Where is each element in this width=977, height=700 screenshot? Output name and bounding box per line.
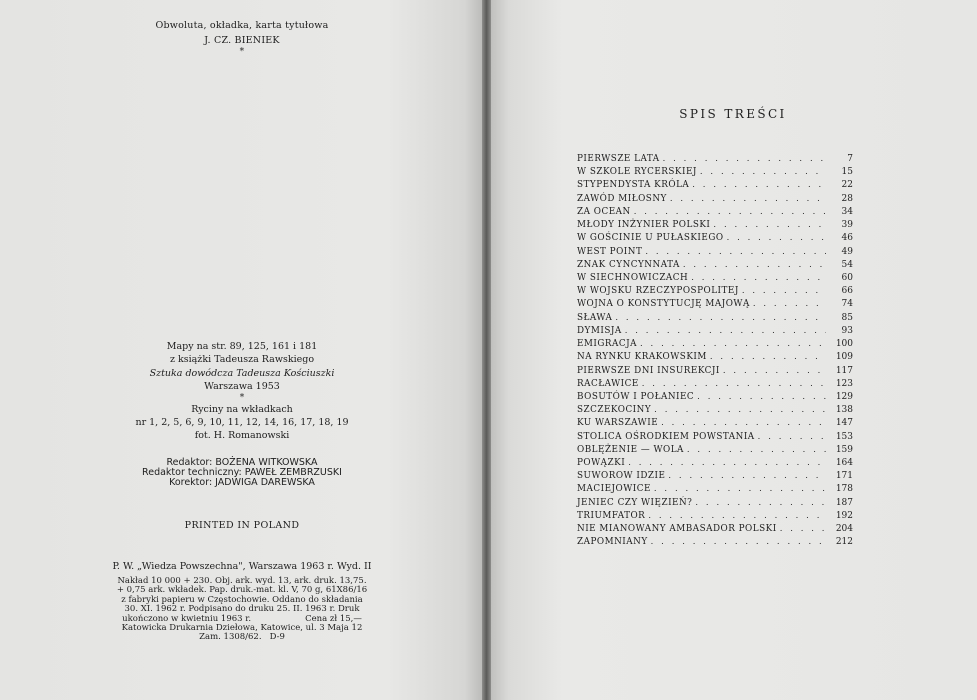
toc-leader-dots <box>628 456 826 469</box>
toc-entry-page: 109 <box>835 352 853 363</box>
imprint-line: + 0,75 ark. wkładek. Pap. druk.-mat. kl. V, 70 g, 61X86/16 <box>116 585 368 596</box>
toc-leader-dots <box>668 469 826 482</box>
toc-leader-dots <box>691 271 826 284</box>
toc-entry <box>577 482 853 495</box>
toc-entry-title: EMIGRACJA <box>577 339 638 350</box>
toc-entry-page: 74 <box>841 299 853 310</box>
toc-leader-dots <box>661 416 826 429</box>
toc-entry <box>577 535 853 548</box>
toc-entry-page: 164 <box>835 458 853 469</box>
credits-artist: J. CZ. BIENIEK <box>204 35 280 46</box>
toc-entry-title: NIE MIANOWANY AMBASADOR POLSKI <box>577 524 777 535</box>
toc-entry <box>577 443 853 456</box>
maps-book-title: Sztuka dowódcza Tadeusza Kościuszki <box>149 367 335 379</box>
toc-entry-page: 117 <box>835 365 853 376</box>
toc-entry-page: 54 <box>841 259 853 270</box>
imprint-line: Katowicka Drukarnia Dziełowa, Katowice, ul. 3 Maja 12 <box>121 623 363 634</box>
toc-entry-title: POWĄZKI <box>577 458 626 469</box>
toc-entry-title: SUWOROW IDZIE <box>577 471 666 482</box>
toc-entry <box>577 178 853 191</box>
editor-line: Redaktor techniczny: PAWEŁ ZEMBRZUSKI <box>142 467 342 478</box>
cover-credits <box>0 18 484 56</box>
toc-entry-page: 60 <box>841 272 853 283</box>
toc-title: SPIS TREŚCI <box>679 107 787 121</box>
toc-entry <box>577 284 853 297</box>
toc-entry <box>577 522 853 535</box>
toc-entry-page: 15 <box>841 167 853 178</box>
toc-leader-dots <box>710 350 826 363</box>
editor-line: Korektor: JADWIGA DAREWSKA <box>169 477 315 488</box>
toc-entry-title: DYMISJA <box>577 325 622 336</box>
imprint-line: ukończono w kwietniu 1963 r. Cena zł 15,— <box>122 613 362 624</box>
credits-line: Obwoluta, okładka, karta tytułowa <box>155 20 329 31</box>
toc-entry <box>577 258 853 271</box>
separator-star: * <box>239 47 245 57</box>
toc-entry-page: 138 <box>835 405 853 416</box>
toc-entry-page: 159 <box>835 444 853 455</box>
toc-entry-title: W GOŚCINIE U PUŁASKIEGO <box>577 233 724 244</box>
toc-entry <box>577 469 853 482</box>
separator-star: * <box>239 392 245 403</box>
toc-entry-title: WEST POINT <box>577 246 643 257</box>
toc-entry-page: 100 <box>835 339 853 350</box>
toc-entry-page: 129 <box>835 391 853 402</box>
toc-leader-dots <box>654 482 826 495</box>
toc-leader-dots <box>753 297 826 310</box>
toc-entry-title: MŁODY INŻYNIER POLSKI <box>577 220 711 231</box>
illustrations-line: fot. H. Romanowski <box>194 430 290 442</box>
toc-leader-dots <box>645 245 826 258</box>
toc-leader-dots <box>713 218 826 231</box>
toc-entry <box>577 324 853 337</box>
book-gutter <box>482 0 491 700</box>
toc-entry-title: W SZKOLE RYCERSKIEJ <box>577 167 697 178</box>
toc-leader-dots <box>642 377 826 390</box>
toc-entry <box>577 245 853 258</box>
toc-entry <box>577 509 853 522</box>
toc-entry-page: 192 <box>835 510 853 521</box>
toc-entry-title: W SIECHNOWICZACH <box>577 272 689 283</box>
toc-entry <box>577 218 853 231</box>
toc-entry-page: 204 <box>835 524 853 535</box>
left-page <box>0 0 484 700</box>
toc-entry-title: PIERWSZE LATA <box>577 154 660 164</box>
toc-entry <box>577 337 853 350</box>
toc-entry <box>577 496 853 509</box>
toc-leader-dots <box>640 337 826 350</box>
toc-entry-page: 28 <box>841 193 853 204</box>
toc-entry-page: 212 <box>835 537 853 548</box>
toc-entry-title: PIERWSZE DNI INSUREKCJI <box>577 365 720 376</box>
toc-leader-dots <box>654 403 826 416</box>
toc-leader-dots <box>683 258 826 271</box>
toc-entry-title: ZA OCEAN <box>577 206 631 217</box>
toc-leader-dots <box>648 509 826 522</box>
imprint-block <box>0 577 484 643</box>
editors-block <box>0 458 484 488</box>
toc-entry-title: STYPENDYSTA KRÓLA <box>577 180 690 191</box>
toc-entry-page: 123 <box>835 378 853 389</box>
toc-leader-dots <box>615 311 826 324</box>
toc-entry-page: 85 <box>841 312 853 323</box>
toc-entry-page: 93 <box>841 325 853 336</box>
toc-entry <box>577 165 853 178</box>
toc-leader-dots <box>625 324 826 337</box>
toc-leader-dots <box>742 284 826 297</box>
toc-entry <box>577 430 853 443</box>
toc-leader-dots <box>634 205 826 218</box>
toc-entry-title: ZAPOMNIANY <box>577 537 648 548</box>
toc-entry-page: 66 <box>841 286 853 297</box>
toc-leader-dots <box>723 364 826 377</box>
toc-leader-dots <box>695 496 826 509</box>
maps-line: Warszawa 1953 <box>204 381 280 393</box>
printed-in-poland: PRINTED IN POLAND <box>184 520 300 531</box>
toc-leader-dots <box>697 390 826 403</box>
toc-entry-title: MACIEJOWICE <box>577 484 651 495</box>
toc-entry <box>577 456 853 469</box>
toc-entry-title: WOJNA O KONSTYTUCJĘ MAJOWĄ <box>577 299 750 310</box>
maps-line: z książki Tadeusza Rawskiego <box>169 354 315 366</box>
imprint-line: z fabryki papieru w Częstochowie. Oddano do składania <box>121 594 363 605</box>
toc-entry <box>577 205 853 218</box>
toc-entry <box>577 311 853 324</box>
illustrations-line: Ryciny na wkładkach <box>191 403 293 415</box>
toc-entry <box>577 152 853 165</box>
illustrations-line: nr 1, 2, 5, 6, 9, 10, 11, 12, 14, 16, 17, 18, 19 <box>135 417 349 429</box>
toc-entry-page: 34 <box>841 206 853 217</box>
toc-entry-page: 153 <box>835 431 853 442</box>
toc-entry <box>577 364 853 377</box>
toc-entry-page: 147 <box>835 418 853 429</box>
toc-entry <box>577 192 853 205</box>
maps-credits <box>0 340 484 443</box>
imprint-line: Zam. 1308/62. D-9 <box>199 632 285 643</box>
toc-entry-title: JENIEC CZY WIĘZIEŃ? <box>577 497 693 508</box>
toc-leader-dots <box>663 152 826 165</box>
toc-entry-title: OBLĘŻENIE — WOLA <box>577 444 684 455</box>
toc-entry-page: 46 <box>841 233 853 244</box>
toc-entry-page: 178 <box>835 484 853 495</box>
toc-entry-title: BOSUTÓW I POŁANIEC <box>577 391 695 402</box>
toc-entry <box>577 271 853 284</box>
toc-entry <box>577 231 853 244</box>
toc-leader-dots <box>780 522 826 535</box>
toc-entry <box>577 297 853 310</box>
toc-entry-title: RACŁAWICE <box>577 378 639 389</box>
toc-leader-dots <box>687 443 826 456</box>
toc-entry <box>577 403 853 416</box>
imprint-line: 30. XI. 1962 r. Podpisano do druku 25. II. 1963 r. Druk <box>124 604 360 615</box>
toc-entry-title: SZCZEKOCINY <box>577 405 652 416</box>
toc-entry-title: STOLICA OŚRODKIEM POWSTANIA <box>577 431 755 442</box>
toc-leader-dots <box>670 192 826 205</box>
toc-entry-page: 187 <box>835 497 853 508</box>
toc-entry-page: 39 <box>841 220 853 231</box>
maps-line: Mapy na str. 89, 125, 161 i 181 <box>166 341 318 352</box>
imprint-line: Nakład 10 000 + 230. Obj. ark. wyd. 13, ark. druk. 13,75. <box>117 576 367 586</box>
toc-entry-page: 171 <box>835 471 853 482</box>
toc-leader-dots <box>692 178 826 191</box>
toc-entry-title: ZAWÓD MIŁOSNY <box>577 193 667 204</box>
toc-leader-dots <box>700 165 826 178</box>
publisher-line: P. W. „Wiedza Powszechna", Warszawa 1963 r. Wyd. II <box>112 561 372 572</box>
toc-leader-dots <box>651 535 826 548</box>
toc-entry <box>577 390 853 403</box>
toc-entry-page: 49 <box>841 246 853 257</box>
toc-entry <box>577 377 853 390</box>
toc-entry-title: W WOJSKU RZECZYPOSPOLITEJ <box>577 286 739 297</box>
toc-leader-dots <box>758 430 826 443</box>
toc-entry-title: KU WARSZAWIE <box>577 418 659 429</box>
toc-entry <box>577 350 853 363</box>
toc-entry-title: TRIUMFATOR <box>577 510 646 521</box>
toc-entry-title: SŁAWA <box>577 312 613 323</box>
toc-leader-dots <box>727 231 826 244</box>
toc-entry-page: 7 <box>847 154 853 164</box>
table-of-contents <box>577 152 853 549</box>
toc-entry-page: 22 <box>841 180 853 191</box>
editor-line: Redaktor: BOŻENA WITKOWSKA <box>166 457 318 468</box>
toc-entry-title: ZNAK CYNCYNNATA <box>577 259 680 270</box>
toc-entry <box>577 416 853 429</box>
toc-entry-title: NA RYNKU KRAKOWSKIM <box>577 352 707 363</box>
